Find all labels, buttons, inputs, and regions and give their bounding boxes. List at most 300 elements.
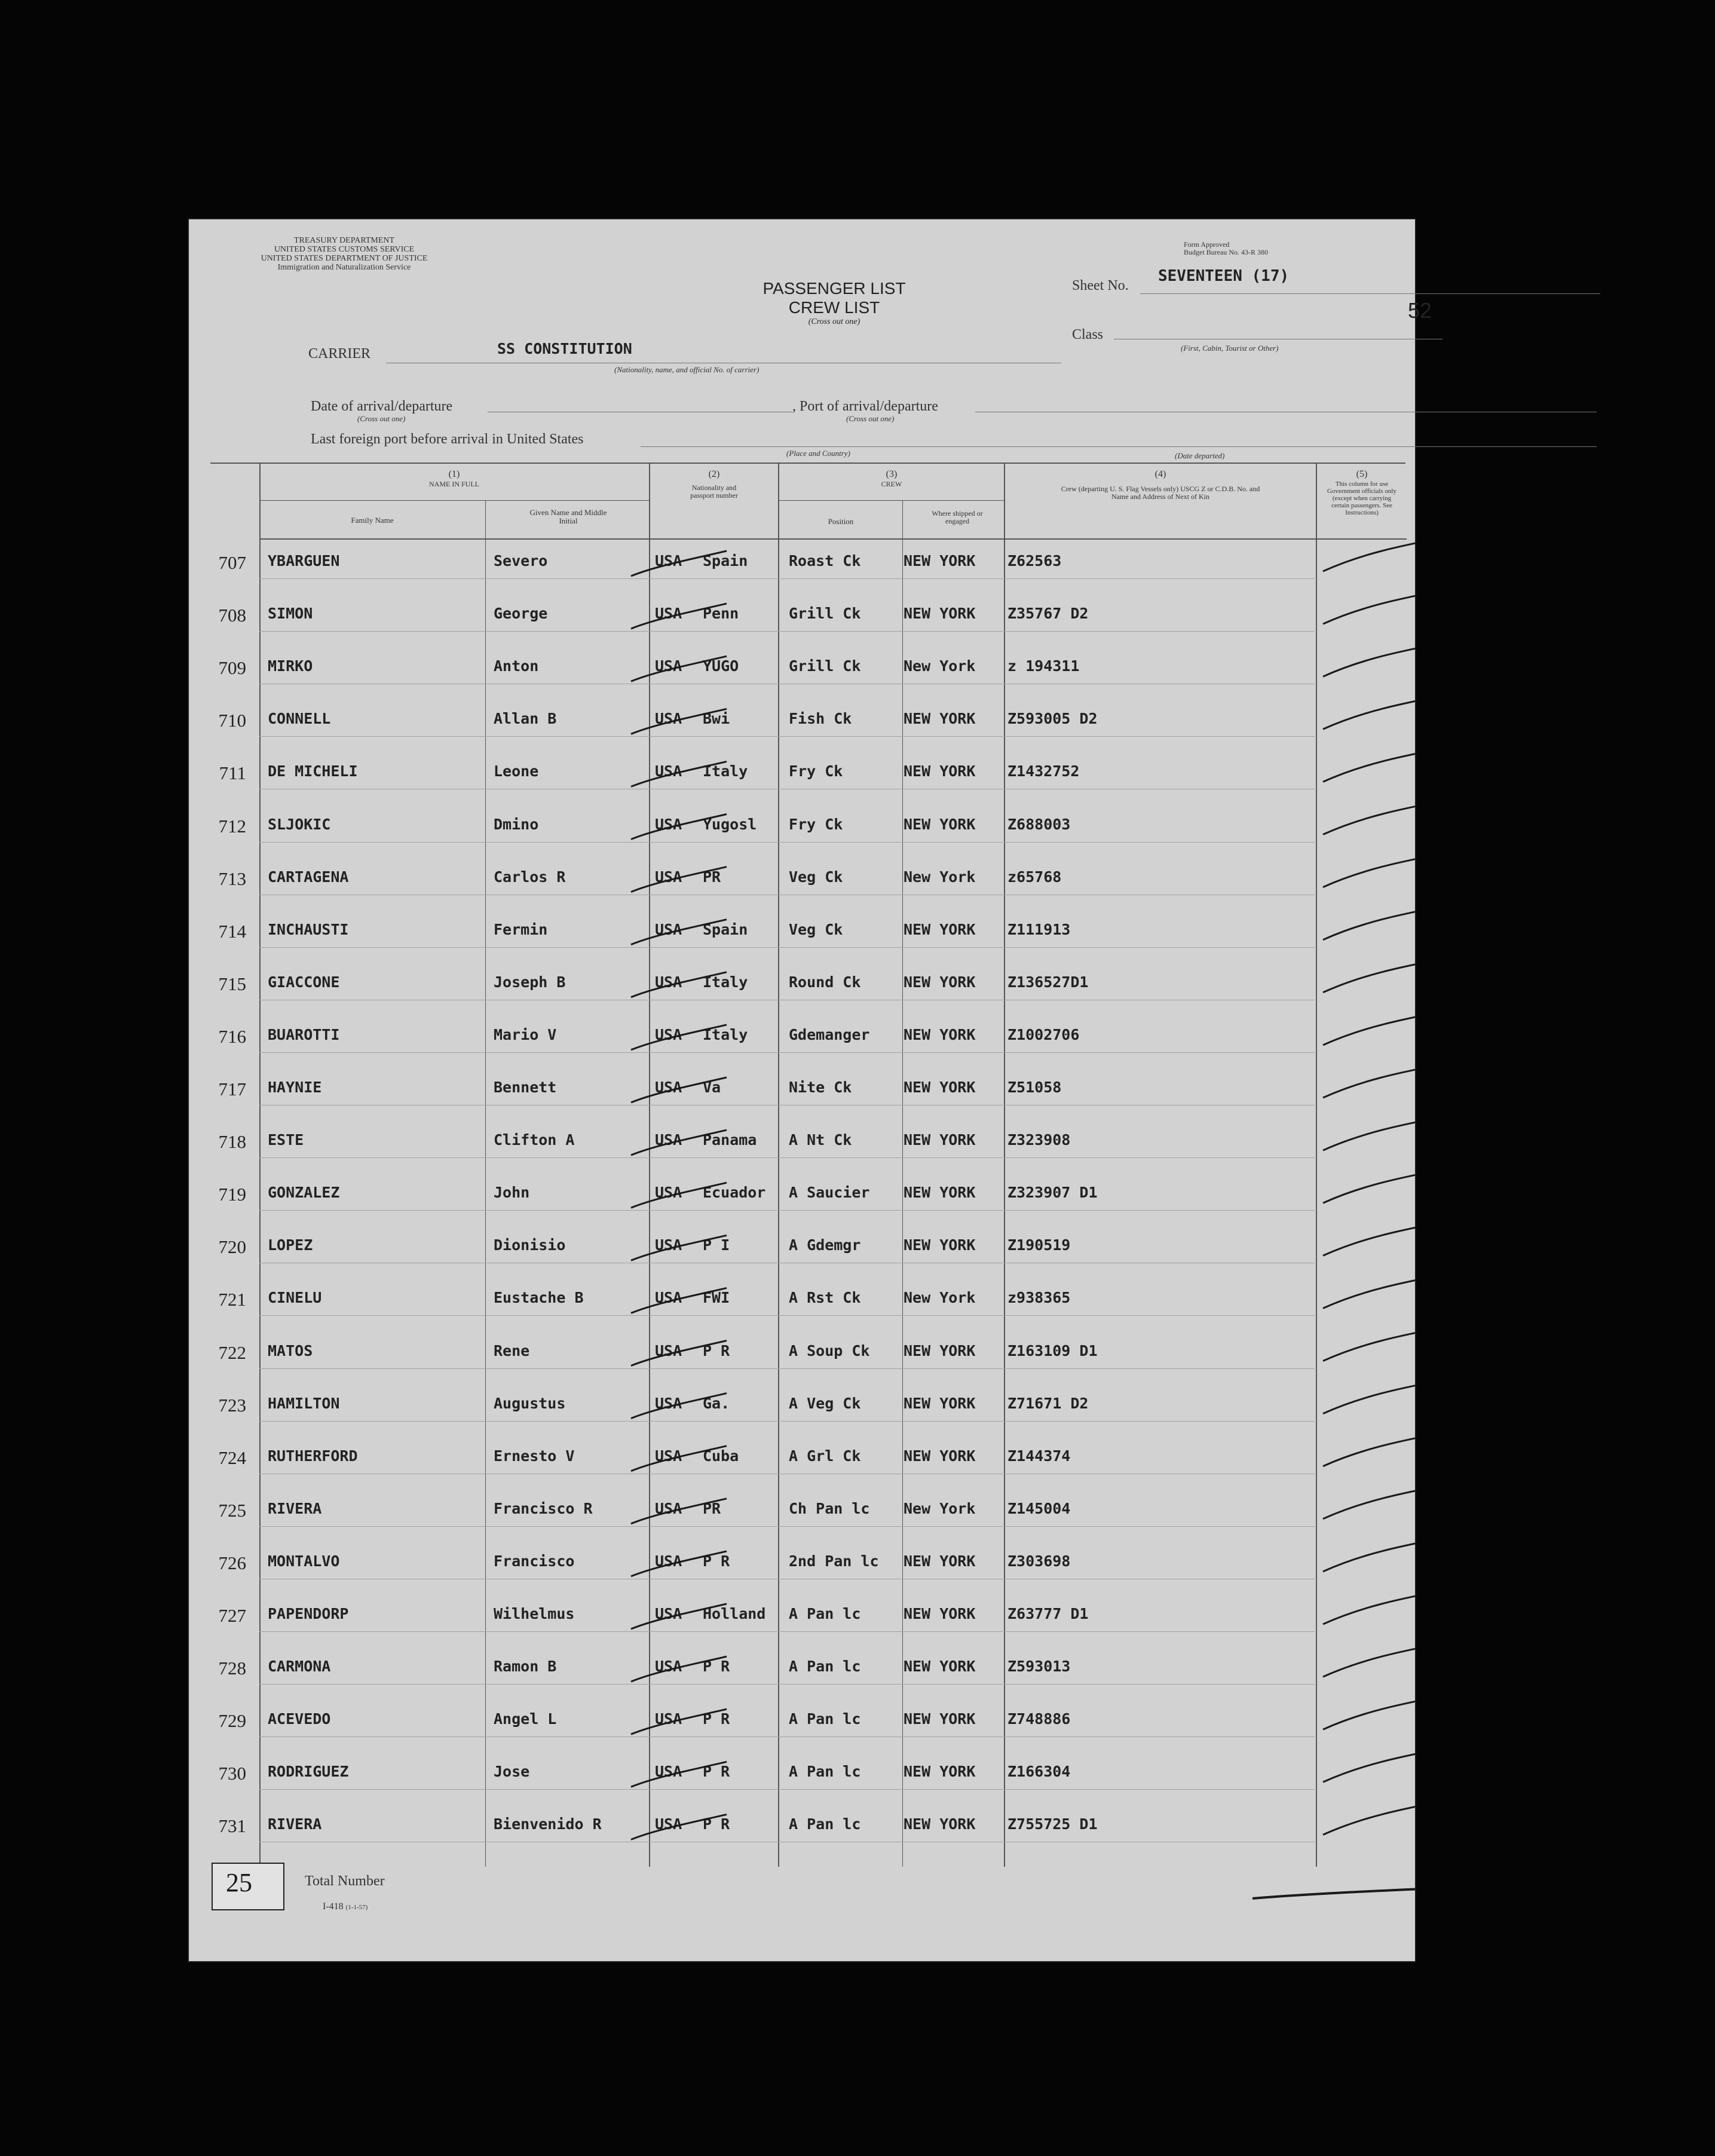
position-cell: Fish Ck	[789, 710, 852, 728]
birthplace-cell: Ga.	[703, 1394, 730, 1412]
row-rule	[259, 842, 1315, 843]
position-cell: Roast Ck	[789, 552, 861, 569]
crew-list-sheet	[189, 219, 1432, 1961]
budget-bureau-text: Budget Bureau No. 43-R 380	[1184, 248, 1268, 256]
where-engaged-cell: NEW YORK	[904, 920, 976, 938]
col-where-header: Where shipped or engaged	[932, 509, 983, 525]
passenger-list-title: PASSENGER LIST	[762, 279, 906, 298]
where-engaged-cell: New York	[904, 1289, 976, 1307]
last-port-label: Last foreign port before arrival in United States	[311, 431, 584, 447]
position-cell: Veg Ck	[789, 868, 843, 886]
row-rule	[259, 1315, 1315, 1316]
birthplace-cell: PR	[703, 1499, 721, 1517]
position-cell: A Gdemgr	[789, 1236, 861, 1254]
row-number: 728	[218, 1658, 246, 1679]
where-engaged-cell: NEW YORK	[904, 1815, 976, 1833]
given-name-cell: Ernesto V	[494, 1447, 575, 1465]
z-number-cell: z65768	[1007, 868, 1062, 886]
row-number: 713	[218, 868, 246, 889]
position-cell: Ch Pan lc	[789, 1499, 870, 1517]
where-engaged-cell: NEW YORK	[904, 1710, 976, 1728]
nationality-cell: USA	[655, 1025, 682, 1043]
row-rule	[259, 1368, 1315, 1369]
total-box	[212, 1863, 284, 1910]
col-left-rule	[259, 463, 261, 1867]
nationality-cell: USA	[655, 1763, 682, 1781]
z-number-cell: Z35767 D2	[1007, 605, 1089, 623]
z-number-cell: Z62563	[1007, 552, 1062, 569]
row-number: 718	[218, 1131, 246, 1153]
family-name-cell: SLJOKIC	[268, 815, 331, 833]
given-name-cell: Angel L	[494, 1710, 557, 1728]
gov-check-stroke	[1323, 1744, 1415, 1782]
birthplace-cell: Yugosl	[703, 815, 757, 833]
z-number-cell: Z303698	[1007, 1552, 1071, 1570]
z-number-cell: z938365	[1007, 1289, 1071, 1307]
family-name-cell: HAMILTON	[268, 1394, 340, 1412]
gov-check-stroke	[1323, 1270, 1415, 1308]
birthplace-cell: FWI	[703, 1289, 730, 1307]
gov-check-stroke	[1323, 902, 1415, 940]
nationality-cell: USA	[655, 920, 682, 938]
nationality-cell: USA	[655, 710, 682, 728]
position-cell: Nite Ck	[789, 1079, 852, 1096]
row-rule	[259, 1210, 1315, 1211]
birthplace-cell: Italy	[703, 973, 748, 991]
given-name-cell: Carlos R	[494, 868, 566, 886]
given-name-cell: Joseph B	[494, 973, 566, 991]
where-engaged-cell: NEW YORK	[904, 1394, 976, 1412]
col3-title: CREW	[881, 480, 902, 488]
where-engaged-cell: NEW YORK	[904, 1025, 976, 1043]
where-engaged-cell: NEW YORK	[904, 1605, 976, 1622]
given-name-cell: Severo	[494, 552, 548, 569]
family-name-cell: RIVERA	[268, 1815, 322, 1833]
family-name-cell: YBARGUEN	[268, 552, 340, 569]
position-cell: Grill Ck	[789, 657, 861, 675]
row-number: 711	[219, 762, 246, 784]
given-name-cell: Clifton A	[494, 1131, 575, 1149]
nationality-cell: USA	[655, 1184, 682, 1202]
z-number-cell: z 194311	[1007, 657, 1080, 675]
family-name-cell: MATOS	[268, 1342, 313, 1359]
row-rule	[259, 1789, 1315, 1790]
agency-block	[219, 236, 470, 272]
col-crew-rule	[778, 463, 779, 1867]
row-number: 727	[218, 1605, 246, 1626]
gov-check-stroke	[1323, 1533, 1415, 1572]
where-engaged-cell: NEW YORK	[904, 1447, 976, 1465]
row-number: 717	[218, 1079, 246, 1100]
gov-check-stroke	[1323, 1112, 1415, 1150]
birthplace-cell: Holland	[703, 1605, 766, 1622]
table-top-rule	[210, 463, 1405, 464]
given-name-cell: Leone	[494, 762, 539, 780]
z-number-cell: Z190519	[1007, 1236, 1071, 1254]
carrier-value: SS CONSTITUTION	[497, 340, 632, 357]
position-cell: A Grl Ck	[789, 1447, 861, 1465]
gov-check-stroke	[1323, 586, 1415, 624]
col2-title: Nationality and passport number	[690, 483, 738, 500]
z-number-cell: Z748886	[1007, 1710, 1071, 1728]
col5-title: This column for use Government officials only (except when carrying certain passengers. See Instructions)	[1327, 480, 1396, 516]
row-rule	[259, 1684, 1315, 1685]
birthplace-cell: Italy	[703, 762, 748, 780]
where-engaged-cell: NEW YORK	[904, 1184, 976, 1202]
position-cell: A Pan lc	[789, 1658, 861, 1676]
row-rule	[259, 736, 1315, 737]
z-number-cell: Z163109 D1	[1007, 1342, 1098, 1359]
z-number-cell: Z71671 D2	[1007, 1394, 1089, 1412]
given-name-cell: Bennett	[494, 1079, 557, 1096]
row-rule	[259, 1421, 1315, 1422]
port-label: , Port of arrival/departure	[792, 399, 938, 414]
given-name-cell: Mario V	[494, 1025, 557, 1043]
birthplace-cell: Va	[703, 1079, 721, 1096]
col3-num: (3)	[886, 469, 898, 479]
row-number: 709	[218, 657, 246, 679]
birthplace-cell: P R	[703, 1763, 730, 1781]
position-cell: A Saucier	[789, 1184, 870, 1202]
form-approved-text: Form Approved	[1184, 240, 1230, 249]
given-name-cell: Dmino	[494, 815, 539, 833]
col-position-where-rule	[902, 500, 903, 1867]
page-number: 52	[1408, 298, 1432, 323]
birthplace-cell: P R	[703, 1342, 730, 1359]
given-name-cell: Augustus	[494, 1394, 566, 1412]
gov-check-stroke	[1323, 743, 1415, 782]
row-number: 720	[218, 1236, 246, 1258]
position-cell: Fry Ck	[789, 762, 843, 780]
where-engaged-cell: NEW YORK	[904, 1236, 976, 1254]
z-number-cell: Z688003	[1007, 815, 1071, 833]
col-nat-rule	[649, 463, 650, 1867]
list-title	[762, 279, 906, 327]
family-name-cell: INCHAUSTI	[268, 920, 349, 938]
family-name-cell: MONTALVO	[268, 1552, 340, 1570]
row-number: 722	[218, 1342, 246, 1363]
col4-title: Crew (departing U. S. Flag Vessels only) USCG Z or C.D.B. No. and Name and Address of Next of Kin	[1061, 485, 1260, 501]
place-country-note: (Place and Country)	[786, 449, 850, 458]
row-number: 716	[218, 1025, 246, 1047]
class-note: (First, Cabin, Tourist or Other)	[1181, 344, 1279, 353]
row-number: 729	[218, 1710, 246, 1732]
given-name-cell: Rene	[494, 1342, 530, 1359]
nationality-cell: USA	[655, 1499, 682, 1517]
carrier-label: CARRIER	[308, 346, 371, 362]
position-cell: A Veg Ck	[789, 1394, 861, 1412]
nationality-cell: USA	[655, 1552, 682, 1570]
z-number-cell: Z145004	[1007, 1499, 1071, 1517]
birthplace-cell: Spain	[703, 552, 748, 569]
given-name-cell: Eustache B	[494, 1289, 584, 1307]
row-rule	[259, 1157, 1315, 1158]
row-number: 708	[218, 605, 246, 626]
gov-check-stroke	[1323, 638, 1415, 676]
nationality-cell: USA	[655, 1131, 682, 1149]
z-number-cell: Z136527D1	[1007, 973, 1089, 991]
where-engaged-cell: NEW YORK	[904, 973, 976, 991]
col5-header	[1317, 469, 1407, 516]
position-cell: Gdemanger	[789, 1025, 870, 1043]
family-name-cell: RODRIGUEZ	[268, 1763, 349, 1781]
z-number-cell: Z323908	[1007, 1131, 1071, 1149]
position-cell: A Rst Ck	[789, 1289, 861, 1307]
total-label: Total Number	[305, 1873, 385, 1889]
nationality-cell: USA	[655, 762, 682, 780]
given-name-cell: Anton	[494, 657, 539, 675]
gov-check-stroke	[1323, 1481, 1415, 1519]
gov-check-stroke	[1323, 691, 1415, 729]
z-number-cell: Z111913	[1007, 920, 1071, 938]
sheet-underline	[1140, 293, 1600, 294]
family-name-cell: CONNELL	[268, 710, 331, 728]
where-engaged-cell: NEW YORK	[904, 1079, 976, 1096]
row-number: 710	[218, 710, 246, 731]
gov-check-stroke	[1323, 1059, 1415, 1098]
gov-check-stroke	[1323, 1007, 1415, 1045]
birthplace-cell: Penn	[703, 605, 739, 623]
c3-sub-rule	[778, 500, 1004, 501]
gov-check-stroke	[1323, 1691, 1415, 1729]
position-cell: A Pan lc	[789, 1710, 861, 1728]
row-number: 715	[218, 973, 246, 994]
position-cell: Round Ck	[789, 973, 861, 991]
col3-header	[779, 469, 1004, 489]
where-engaged-cell: NEW YORK	[904, 762, 976, 780]
given-name-cell: Dionisio	[494, 1236, 566, 1254]
row-number: 712	[218, 815, 246, 837]
nationality-cell: USA	[655, 815, 682, 833]
gov-check-stroke	[1323, 797, 1415, 835]
birthplace-cell: PR	[703, 868, 721, 886]
row-rule	[259, 578, 1315, 579]
col4-num: (4)	[1154, 469, 1166, 479]
family-name-cell: ESTE	[268, 1131, 304, 1149]
row-number: 731	[218, 1815, 246, 1837]
z-number-cell: Z166304	[1007, 1763, 1071, 1781]
col-gov-rule	[1316, 463, 1317, 1867]
position-cell: Veg Ck	[789, 920, 843, 938]
given-name-cell: Jose	[494, 1763, 530, 1781]
nationality-cell: USA	[655, 1710, 682, 1728]
birthplace-cell: YUGO	[703, 657, 739, 675]
gov-check-stroke	[1323, 1796, 1415, 1835]
row-number: 723	[218, 1394, 246, 1416]
where-engaged-cell: NEW YORK	[904, 1763, 976, 1781]
position-cell: A Pan lc	[789, 1763, 861, 1781]
given-name-cell: Ramon B	[494, 1658, 557, 1676]
z-number-cell: Z63777 D1	[1007, 1605, 1089, 1622]
position-cell: A Pan lc	[789, 1815, 861, 1833]
gov-check-stroke	[1323, 1217, 1415, 1255]
gov-check-stroke	[1323, 954, 1415, 993]
row-rule	[259, 1052, 1315, 1053]
where-engaged-cell: NEW YORK	[904, 710, 976, 728]
sheet-value: SEVENTEEN (17)	[1158, 267, 1290, 285]
z-number-cell: Z1432752	[1007, 762, 1080, 780]
position-cell: Fry Ck	[789, 815, 843, 833]
nationality-cell: USA	[655, 1079, 682, 1096]
position-cell: Grill Ck	[789, 605, 861, 623]
birthplace-cell: P R	[703, 1815, 730, 1833]
birthplace-cell: Ecuador	[703, 1184, 766, 1202]
col-given-header: Given Name and Middle Initial	[529, 508, 607, 525]
agency-line: TREASURY DEPARTMENT	[293, 236, 395, 245]
position-cell: A Nt Ck	[789, 1131, 852, 1149]
given-name-cell: Francisco R	[494, 1499, 593, 1517]
crew-list-title: CREW LIST	[788, 298, 880, 317]
given-name-cell: Fermin	[494, 920, 548, 938]
col1-header	[259, 469, 649, 489]
family-name-cell: PAPENDORP	[268, 1605, 349, 1622]
row-number: 707	[218, 552, 246, 573]
row-rule	[259, 1631, 1315, 1632]
z-number-cell: Z593013	[1007, 1658, 1071, 1676]
gov-check-stroke	[1323, 1428, 1415, 1466]
family-name-cell: MIRKO	[268, 657, 313, 675]
family-name-cell: GONZALEZ	[268, 1184, 340, 1202]
family-name-cell: SIMON	[268, 605, 313, 623]
gov-check-stroke	[1323, 1639, 1415, 1677]
closing-stroke	[1252, 1886, 1415, 1898]
col-z-rule	[1004, 463, 1005, 1867]
class-label: Class	[1072, 327, 1104, 342]
nationality-cell: USA	[655, 1815, 682, 1833]
birthplace-cell: P I	[703, 1236, 730, 1254]
family-name-cell: CARTAGENA	[268, 868, 349, 886]
gov-check-stroke	[1323, 1323, 1415, 1361]
row-number: 724	[218, 1447, 246, 1468]
gov-check-stroke	[1323, 1376, 1415, 1414]
position-cell: A Soup Ck	[789, 1342, 870, 1359]
family-name-cell: LOPEZ	[268, 1236, 313, 1254]
form-code-text: I-418	[323, 1901, 344, 1912]
nationality-cell: USA	[655, 973, 682, 991]
c1-sub-rule	[259, 500, 649, 501]
where-engaged-cell: NEW YORK	[904, 1658, 976, 1676]
carrier-note: (Nationality, name, and official No. of carrier)	[614, 365, 760, 374]
col5-num: (5)	[1356, 469, 1368, 479]
given-name-cell: John	[494, 1184, 530, 1202]
col1-num: (1)	[448, 469, 460, 479]
form-approval	[1184, 241, 1268, 256]
family-name-cell: ACEVEDO	[268, 1710, 331, 1728]
where-engaged-cell: NEW YORK	[904, 552, 976, 569]
z-number-cell: Z323907 D1	[1007, 1184, 1098, 1202]
form-date-text: (1-1-57)	[345, 1904, 368, 1911]
given-name-cell: George	[494, 605, 548, 623]
gov-check-stroke	[1323, 1165, 1415, 1203]
family-name-cell: DE MICHELI	[268, 762, 358, 780]
birthplace-cell: Cuba	[703, 1447, 739, 1465]
family-name-cell: CARMONA	[268, 1658, 331, 1676]
nationality-cell: USA	[655, 1658, 682, 1676]
col2-header	[650, 469, 778, 500]
row-number: 719	[218, 1184, 246, 1205]
date-cross-note: (Cross out one)	[357, 414, 406, 423]
where-engaged-cell: NEW YORK	[904, 1342, 976, 1359]
birthplace-cell: Spain	[703, 920, 748, 938]
agency-line: Immigration and Naturalization Service	[277, 263, 411, 272]
gov-check-stroke	[1323, 849, 1415, 887]
given-name-cell: Francisco	[494, 1552, 575, 1570]
nationality-cell: USA	[655, 657, 682, 675]
header-bottom-rule	[259, 538, 1407, 540]
nationality-cell: USA	[655, 552, 682, 569]
z-number-cell: Z144374	[1007, 1447, 1071, 1465]
family-name-cell: BUAROTTI	[268, 1025, 340, 1043]
row-number: 730	[218, 1763, 246, 1784]
nationality-cell: USA	[655, 1342, 682, 1359]
position-cell: 2nd Pan lc	[789, 1552, 879, 1570]
col-family-header: Family Name	[351, 516, 394, 525]
col-position-header: Position	[828, 517, 854, 526]
family-name-cell: RIVERA	[268, 1499, 322, 1517]
given-name-cell: Allan B	[494, 710, 557, 728]
col-family-given-rule	[485, 500, 486, 1867]
z-number-cell: Z593005 D2	[1007, 710, 1098, 728]
birthplace-cell: Panama	[703, 1131, 757, 1149]
where-engaged-cell: NEW YORK	[904, 1552, 976, 1570]
row-number: 725	[218, 1499, 246, 1521]
family-name-cell: GIACCONE	[268, 973, 340, 991]
row-number: 721	[218, 1289, 246, 1310]
agency-line: UNITED STATES CUSTOMS SERVICE	[274, 245, 415, 254]
birthplace-cell: P R	[703, 1658, 730, 1676]
given-name-cell: Wilhelmus	[494, 1605, 575, 1622]
total-count: 25	[226, 1868, 252, 1897]
row-number: 726	[218, 1552, 246, 1573]
gov-check-stroke	[1323, 1586, 1415, 1624]
given-name-cell: Bienvenido R	[494, 1815, 602, 1833]
birthplace-cell: Italy	[703, 1025, 748, 1043]
row-rule	[259, 631, 1315, 632]
family-name-cell: CINELU	[268, 1289, 322, 1307]
date-departed-underline	[1035, 446, 1597, 447]
nationality-cell: USA	[655, 868, 682, 886]
position-cell: A Pan lc	[789, 1605, 861, 1622]
where-engaged-cell: NEW YORK	[904, 1131, 976, 1149]
col4-header	[1005, 469, 1316, 501]
z-number-cell: Z1002706	[1007, 1025, 1080, 1043]
row-rule	[259, 1526, 1315, 1527]
nationality-cell: USA	[655, 605, 682, 623]
nationality-cell: USA	[655, 1289, 682, 1307]
nationality-cell: USA	[655, 1605, 682, 1622]
row-number: 714	[218, 920, 246, 942]
where-engaged-cell: New York	[904, 868, 976, 886]
nationality-cell: USA	[655, 1394, 682, 1412]
birthplace-cell: P R	[703, 1552, 730, 1570]
family-name-cell: RUTHERFORD	[268, 1447, 358, 1465]
where-engaged-cell: New York	[904, 1499, 976, 1517]
birthplace-cell: Bwi	[703, 710, 730, 728]
form-code	[323, 1901, 368, 1912]
where-engaged-cell: NEW YORK	[904, 815, 976, 833]
z-number-cell: Z755725 D1	[1007, 1815, 1098, 1833]
sheet-label: Sheet No.	[1072, 278, 1129, 293]
where-engaged-cell: NEW YORK	[904, 605, 976, 623]
date-label: Date of arrival/departure	[311, 399, 453, 414]
cross-out-note: (Cross out one)	[808, 317, 860, 326]
where-engaged-cell: New York	[904, 657, 976, 675]
z-number-cell: Z51058	[1007, 1079, 1062, 1096]
nationality-cell: USA	[655, 1447, 682, 1465]
family-name-cell: HAYNIE	[268, 1079, 322, 1096]
port-cross-note: (Cross out one)	[846, 414, 895, 423]
col1-title: NAME IN FULL	[429, 480, 479, 488]
